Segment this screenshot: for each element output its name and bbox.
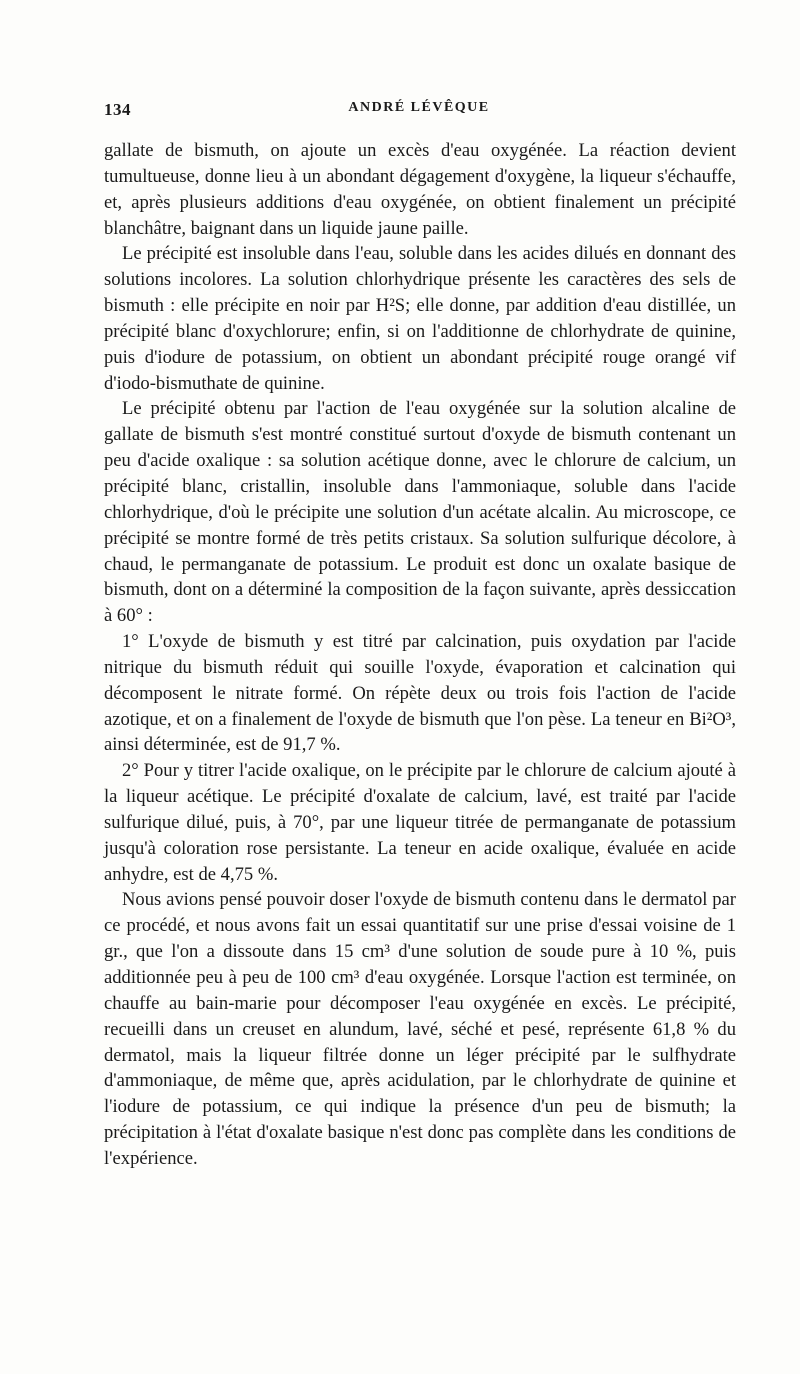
paragraph-precipitate-properties: Le précipité est insoluble dans l'eau, soluble dans les acides dilués en donnant des solutions incolores. La solution chlorhydrique présente les caractères des sels de bismuth : elle précipite en noir par H²S; elle donne, par addition d'eau distillée, un précipité blanc d'oxychlorure; enfin, si on l'additionne de chlorhydrate de quinine, puis d'iodure de potassium, on obtient un abondant précipité rouge orangé vif d'iodo-bismuthate de quinine. [104, 243, 736, 394]
page-number: 134 [104, 100, 131, 119]
paragraph-oxalic-acid-titration: 2° Pour y titrer l'acide oxalique, on le précipite par le chlorure de calcium ajouté à la liqueur acétique. Le précipité d'oxalate de calcium, lavé, est traité par l'acide sulfurique dilué, puis, à 70°, par une liqueur titrée de permanganate de potassium jusqu'à coloration rose persistante. La teneur en acide oxalique, évaluée en acide anhydre, est de 4,75 %. [104, 760, 736, 885]
paragraph-precipitate-composition: Le précipité obtenu par l'action de l'eau oxygénée sur la solution alcaline de gallate de bismuth s'est montré constitué surtout d'oxyde de bismuth contenant un peu d'acide oxalique : sa solution acétique donne, avec le chlorure de calcium, un précipité blanc, cristallin, insoluble dans l'ammoniaque, soluble dans l'acide chlorhydrique, d'où le précipite une solution d'un acétate alcalin. Au microscope, ce précipité se montre formé de très petits cristaux. Sa solution sulfurique décolore, à chaud, le permanganate de potassium. Le produit est donc un oxalate basique de bismuth, dont on a déterminé la composition de la façon suivante, après dessiccation à 60° : [104, 398, 736, 627]
paragraph-bismuth-oxide-titration: 1° L'oxyde de bismuth y est titré par calcination, puis oxydation par l'acide nitrique du bismuth réduit qui souille l'oxyde, évaporation et calcination qui décomposent le nitrate formé. On répète deux ou trois fois l'action de l'acide azotique, et on a finalement de l'oxyde de bismuth que l'on pèse. La teneur en Bi²O³, ainsi déterminée, est de 91,7 %. [104, 631, 736, 756]
page-header [104, 100, 734, 124]
paragraph-continued: gallate de bismuth, on ajoute un excès d'eau oxygénée. La réaction devient tumultueuse, donne lieu à un abondant dégagement d'oxygène, la liqueur s'échauffe, et, après plusieurs additions d'eau oxygénée, on obtient finalement un précipité blanchâtre, baignant dans un liquide jaune paille. [104, 140, 736, 239]
body-text [104, 138, 736, 1172]
paragraph-dermatol-assay: Nous avions pensé pouvoir doser l'oxyde de bismuth contenu dans le dermatol par ce procédé, et nous avons fait un essai quantitatif sur une prise d'essai voisine de 1 gr., que l'on a dissoute dans 15 cm³ d'une solution de soude pure à 10 %, puis additionnée peu à peu de 100 cm³ d'eau oxygénée. Lorsque l'action est terminée, on chauffe au bain-marie pour décomposer l'eau oxygénée en excès. Le précipité, recueilli dans un creuset en alundum, lavé, séché et pesé, représente 61,8 % du dermatol, mais la liqueur filtrée donne un léger précipité par le sulfhydrate d'ammoniaque, de même que, après acidulation, par le chlorhydrate de quinine et l'iodure de potassium, ce qui indique la présence d'un peu de bismuth; la précipitation à l'état d'oxalate basique n'est donc pas complète dans les conditions de l'expérience. [104, 889, 736, 1169]
running-title: ANDRÉ LÉVÊQUE [348, 100, 490, 115]
